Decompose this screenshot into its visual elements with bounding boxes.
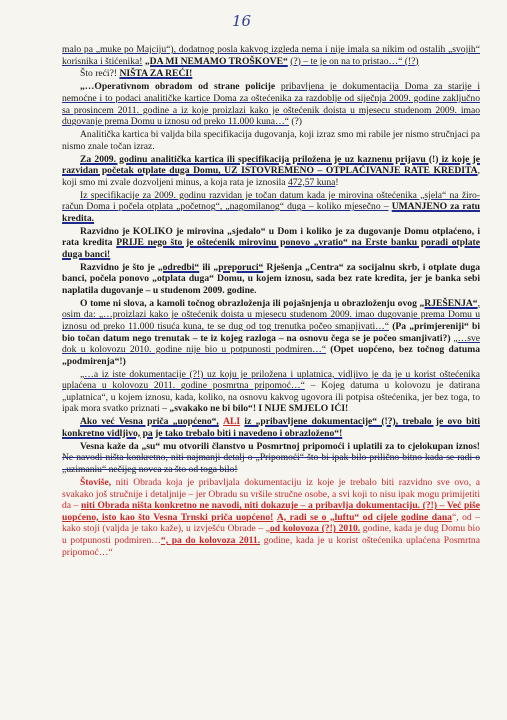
p13-a: Štoviše, <box>80 476 112 488</box>
p13-d: A, radi se o „luftu“ od cijele godine dana <box>276 511 452 523</box>
p5-end: ! <box>335 176 339 188</box>
p3-end: (?) <box>291 116 302 128</box>
p4-text: Analitička kartica bi valjda bila specifikacija dugovanja, koji izraz smo mi rabile jer nismo stručnjaci pa nismo znale točan izraz. <box>62 129 480 152</box>
p8-a: Razvidno je što je <box>80 261 155 273</box>
p10-c: „svakako ne bi bilo“! I NIJE SMJELO IĆI! <box>169 403 349 415</box>
paragraph-12 <box>62 441 480 476</box>
p8-e: Rješenja „Centra“ za socijalnu skrb, i otplate duga banci, počela ponovo „otplata duga“ Domu, u kojem iznosu, sada bez rate kredita, jer je banka sebi naplatila dugovanje – u studenom 2009. godine. <box>62 261 481 296</box>
p13-i: godine, kada je u korist oštećenika uplaćena Posmrtna pripomoć…“ <box>62 534 480 558</box>
p7-bold: Razvidno je KOLIKO je mirovina „sjedalo“ u Dom i koliko je za dugovanje Domu otplaćeno, i rata kredita <box>62 225 480 249</box>
p9-a: O tome ni slova, a kamoli točnog obrazloženja ili pojašnjenja u obrazloženju ovog <box>80 297 417 309</box>
p6-text: Iz specifikacije za 2009. godinu razvidan je točan datum kada je mirovina oštećenika „sjela“ na žiro-račun Doma i počela otplata „početnog“, „nagomilanog“ duga – koliko mjesečno – <box>62 189 480 213</box>
p1-caps: „DA MI NEMAMO TROŠKOVE“ <box>144 55 288 67</box>
p5-bold: Za 2009. godinu analitička kartica ili specifikacija priložena je uz kaznenu prijavu (!) iz koje je razvidan početak otplate duga Domu, UZ ISTOVREMENO – OTPLAĆIVANJE RATE KREDITA <box>62 153 480 177</box>
p2-answer: NIŠTA ZA REĆI! <box>119 68 193 80</box>
paragraph-5 <box>62 154 480 189</box>
p8-b: „odredbi“ <box>157 261 200 273</box>
p9-c: , osim da: „…proizlazi kako je oštećenik doista u mjesecu studenom 2009. imao dugovanje prema Domu u iznosu od preko 11.000 tisuća kuna, te se dug od tog trenutka počeo smanjivati…“ <box>62 297 480 333</box>
p13-e: “, od – kako stoji (valjda je tako kaže), u izvješću Obrade – „ <box>62 511 480 535</box>
handwritten-page-number: 16 <box>232 12 252 30</box>
p13-b: niti Obrada koja je pribavljala dokumentaciju iz koje je trebalo biti razvidno sve ovo, a svakako još stručnije i detaljnije – jer Obradu su vršile stručne osobe, a svi koji to nisu ipak mogu primijetiti da – <box>62 476 480 512</box>
p1-text: malo pa „muke po Majciju“), dodatnog posla kakvog izgleda nema i nije imala sa nikim od ostalih „svojih“ korisnika i štićenika! <box>62 44 480 67</box>
p3-quote: pribavljena je dokumentacija Doma za starije i nemoćne i to podaci analitičke kartice Doma za oštećenika za razdoblje od siječnja 2009. godine zaključno sa prosincem 2011. godine a iz koje proizlazi kako je oštećenik doista u mjesecu studenom 2009. imao dugovanje prema Domu u iznosu od preko 11.000 kuna…“ <box>62 81 480 128</box>
p9-f: (Opet uopćeno, bez točnog datuma „podmirenja“!) <box>62 344 480 367</box>
paragraph-9 <box>62 298 480 368</box>
p13-f: od kolovoza (?!) 2010. <box>270 523 361 535</box>
p10-a: „…a iz iste dokumentacije (?!) uz koju je priložena i uplatnica, vidljivo je da je u korist oštećenika uplaćena u kolovozu 2011. godine posmrtna pripomoć…“ <box>62 368 480 392</box>
paragraph-1 <box>62 44 480 67</box>
p11-c: iz „pribavljene dokumentacije“ (!?), trebalo je ovo biti konkretno vidljivo, pa je tako trebalo biti i navedeno i obrazloženo“! <box>62 416 481 439</box>
p13-c: niti Obrada ništa konkretno ne navodi, niti dokazuje – a pribavlja dokumentaciju. (?!) – Već piše uopćeno, isto kao što Vesna Trnski priča uopćeno! <box>62 500 480 523</box>
document-body <box>62 44 480 559</box>
paragraph-13 <box>62 477 480 558</box>
p11-b: ALI <box>223 416 241 428</box>
p1-end: (?) – te je on na to pristao…“ (!?) <box>290 55 419 67</box>
p12-b: Ne navodi ništa konkretno, niti najmanji detalj o „Pripomoći“ što bi ipak bilo prilično bitno kada se radi o „uzimaniu“ nečijeg novca za što od toga bilo! <box>62 452 480 476</box>
paragraph-2 <box>62 68 480 80</box>
paragraph-3 <box>62 81 480 127</box>
p5-amount: 472,57 kuna <box>287 176 336 188</box>
p13-h: “, pa do kolovoza 2011. <box>160 534 261 546</box>
p9-b: „RJEŠENJA“ <box>419 297 478 309</box>
paragraph-4 <box>62 129 480 152</box>
p12-a: Vesna kaže da „su“ mu otvorili članstvo u Posmrtnoj pripomoći i uplatili za to cjelokupan iznos! <box>80 440 480 452</box>
p9-e: „…sve dok u kolovozu 2010. godine nije bio u potpunosti podmiren…“ <box>62 332 480 356</box>
p9-d: (Pa „primjereniji“ bi bio točan datum nego trenutak – te iz kojeg razloga – na osnovu čega se je počeo smanjivati?) <box>62 321 480 344</box>
paragraph-8 <box>62 262 480 297</box>
p8-c: ili <box>202 261 211 273</box>
p13-g: godine, kada je dug Domu bio u potpunosti podmiren… <box>62 523 480 546</box>
p7-underlined: PRIJE nego što je oštećenik mirovinu ponovo „vratio“ na Erste banku poradi otplate duga banci! <box>62 237 480 260</box>
paragraph-10 <box>62 369 480 415</box>
p8-d: „preporuci“ <box>213 261 264 273</box>
p10-b: – Kojeg datuma u kolovozu je datirana „uplatnica“, u kojem iznosu, kada, koliko, na osnovu kakvog ugovora ili potpisa oštećenika, jer bez toga, to ipak mora svatko priznati – <box>62 380 480 415</box>
p6-bold: UMANJENO za ratu kredita. <box>62 201 480 224</box>
p3-quote-start: „…Operativnom obradom od strane policije <box>80 81 276 93</box>
paragraph-6 <box>62 190 480 225</box>
p2-question: Što reći?! <box>80 68 118 80</box>
p5-text: , koji smo mi zvale dozvoljeni minus, a koja rata je iznosila <box>62 165 480 188</box>
p11-a: Ako već Vesna priča „uopćeno“, <box>80 416 219 428</box>
paragraph-7 <box>62 226 480 261</box>
paragraph-11 <box>62 416 480 439</box>
